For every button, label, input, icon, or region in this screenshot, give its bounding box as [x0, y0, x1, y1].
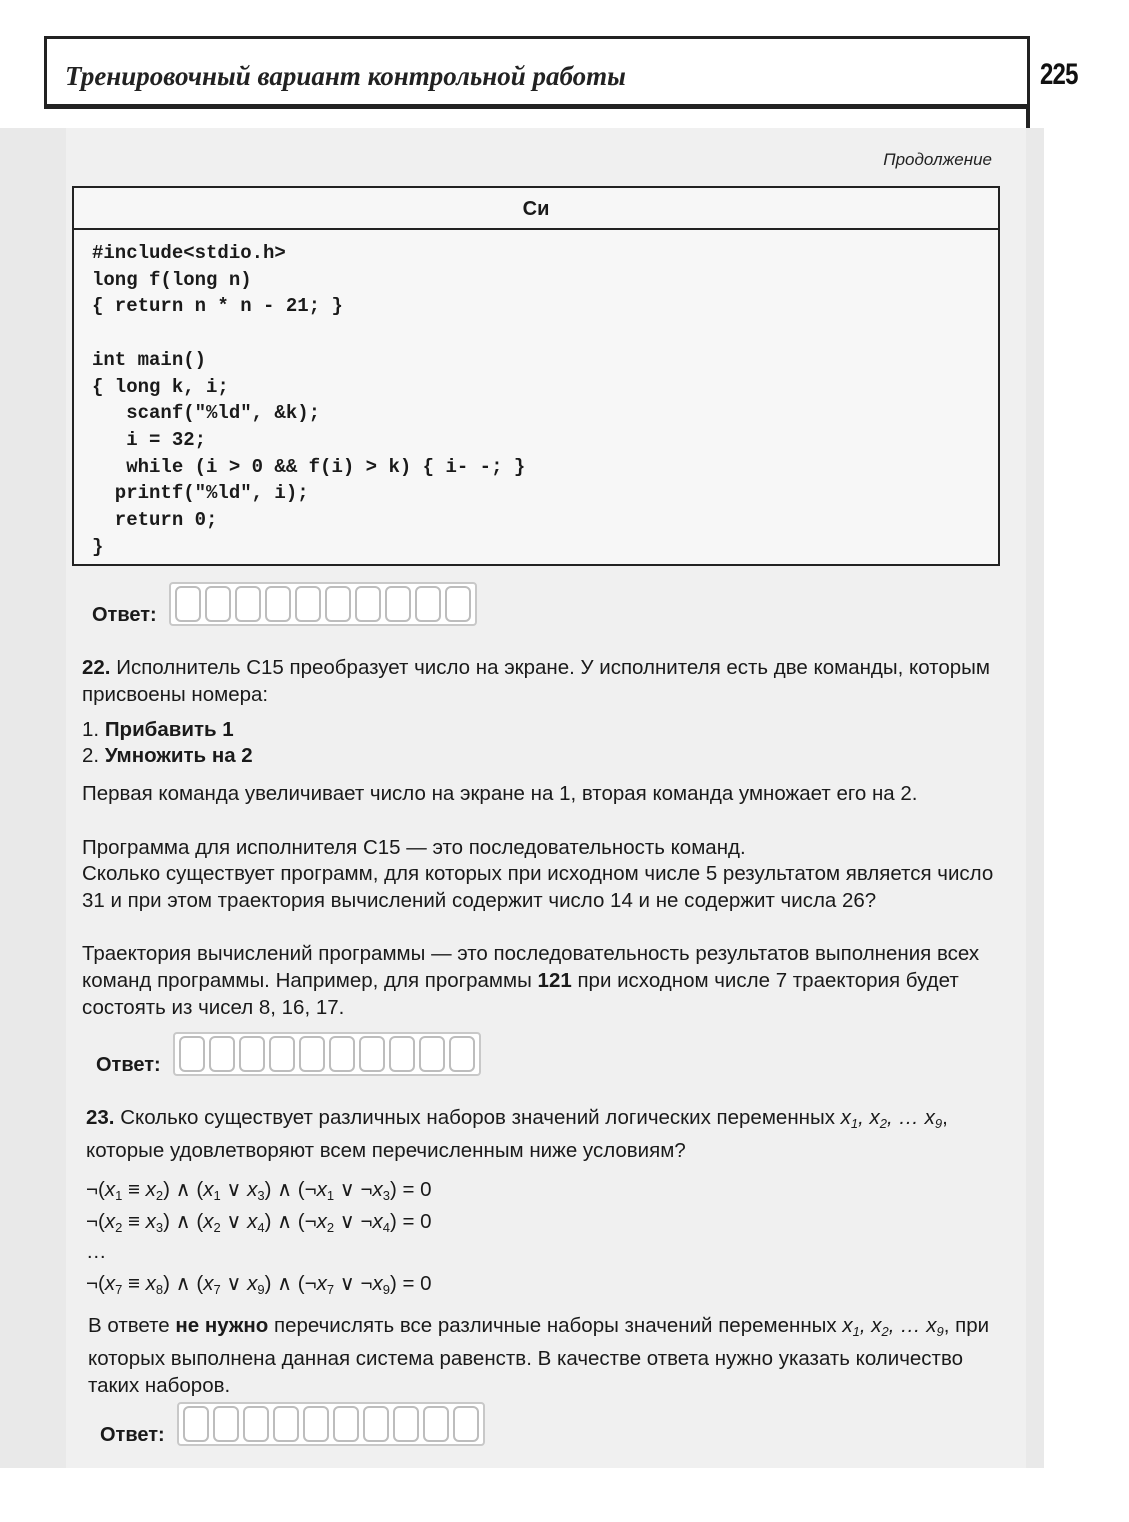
code-line: #include<stdio.h> — [92, 242, 286, 264]
answer-cell[interactable] — [333, 1406, 359, 1442]
answer-field-21[interactable] — [169, 582, 477, 626]
answer-label: Ответ: — [92, 604, 157, 626]
answer-cell[interactable] — [239, 1036, 265, 1072]
code-line — [92, 320, 998, 347]
answer-cell[interactable] — [235, 586, 261, 622]
task-22-paragraph-1: Первая команда увеличивает число на экране на 1, вторая команда умножает его на 2. — [82, 782, 918, 805]
answer-cell[interactable] — [179, 1036, 205, 1072]
command-number: 2. — [82, 744, 100, 767]
answer-cell[interactable] — [325, 586, 351, 622]
task-22-intro-text: Исполнитель С15 преобразует число на экране. У исполнителя есть две команды, которым присвоены номера: — [82, 656, 990, 706]
answer-cell[interactable] — [213, 1406, 239, 1442]
task-22-paragraph-4 — [82, 940, 1002, 1021]
task-23-note-text: В ответе — [88, 1314, 176, 1337]
answer-cell[interactable] — [445, 586, 471, 622]
code-line: while (i > 0 && f(i) > k) { i- -; } — [92, 455, 526, 478]
answer-cell[interactable] — [449, 1036, 475, 1072]
task-23-intro-text-end: , которые удовлетворяют всем перечисленным ниже условиям? — [86, 1106, 948, 1162]
answer-cell[interactable] — [363, 1406, 389, 1442]
page-title: Тренировочный вариант контрольной работы — [65, 61, 626, 91]
equation-2: $\neg(x_2 \equiv x_3)$ ∧ ($x_2$ ∨ $x_4$) ∧ ($\neg x_2$ ∨ $\neg x_4) = 0$ — [86, 1210, 432, 1235]
answer-cell[interactable] — [329, 1036, 355, 1072]
answer-cell[interactable] — [295, 586, 321, 622]
continuation-label: Продолжение — [883, 150, 992, 169]
task-22-number: 22. — [82, 656, 111, 679]
equation-1: $\neg(x_1 \equiv x_2)$ ∧ ($x_1$ ∨ $x_3$) ∧ ($\neg x_1$ ∨ $\neg x_3) = 0$ — [86, 1178, 432, 1203]
answer-cell[interactable] — [359, 1036, 385, 1072]
code-listing — [74, 230, 998, 560]
task-22-trajectory-text-end: при исходном числе 7 траектория будет состоять из чисел 8, 16, 17. — [82, 969, 959, 1019]
task-23-note-text-mid: перечислять все различные наборы значений переменных — [268, 1314, 843, 1337]
answer-row-21 — [92, 582, 477, 626]
task-23-emphasis: не нужно — [175, 1314, 269, 1337]
header-edge — [1026, 106, 1030, 128]
answer-cell[interactable] — [265, 586, 291, 622]
answer-cell[interactable] — [175, 586, 201, 622]
answer-row-23 — [100, 1402, 485, 1446]
code-line: { return n * n - 21; } — [92, 295, 343, 318]
code-line: int main() — [92, 348, 207, 371]
answer-cell[interactable] — [393, 1406, 419, 1442]
answer-cell[interactable] — [303, 1406, 329, 1442]
task-22-paragraph-3: Сколько существует программ, для которых при исходном числе 5 результатом является число 31 и при этом траектория вычислений содержит число 14 и не содержит числа 26? — [82, 862, 994, 912]
answer-cell[interactable] — [205, 586, 231, 622]
equation-ellipsis: … — [86, 1240, 107, 1263]
answer-cell[interactable] — [299, 1036, 325, 1072]
answer-cell[interactable] — [419, 1036, 445, 1072]
answer-cell[interactable] — [385, 586, 411, 622]
code-line: scanf("%ld", &k); — [92, 402, 321, 425]
code-table-heading: Си — [74, 188, 998, 230]
answer-cell[interactable] — [389, 1036, 415, 1072]
command-label: Умножить на 2 — [104, 744, 253, 767]
task-22-command-2 — [82, 742, 253, 769]
code-line: { long k, i; — [92, 375, 229, 398]
answer-field-23[interactable] — [177, 1402, 485, 1446]
header-box — [44, 36, 1030, 108]
task-22-trajectory-text: Траектория вычислений программы — это последовательность результатов выполнения всех команд программы. Например, для программы — [82, 942, 980, 992]
answer-label: Ответ: — [100, 1424, 165, 1446]
command-number: 1. — [82, 718, 100, 741]
task-23-intro-text: Сколько существует различных наборов значений логических переменных — [120, 1106, 841, 1129]
answer-row-22 — [96, 1032, 481, 1076]
task-22-example-program: 121 — [537, 969, 572, 992]
answer-cell[interactable] — [355, 586, 381, 622]
command-label: Прибавить 1 — [104, 718, 234, 741]
equation-3: $\neg(x_7 \equiv x_8)$ ∧ ($x_7$ ∨ $x_9$) ∧ ($\neg x_7$ ∨ $\neg x_9) = 0$ — [86, 1272, 432, 1297]
task-23-variables: $x_1$, $x_2$, … $x_9$ — [840, 1106, 943, 1131]
code-line: long f(long n) — [92, 268, 252, 291]
answer-cell[interactable] — [209, 1036, 235, 1072]
code-line: return 0; — [92, 509, 218, 532]
page-number: 225 — [1040, 58, 1078, 91]
header-rule — [44, 106, 1030, 109]
task-22-command-1 — [82, 716, 234, 743]
code-table — [72, 186, 1000, 566]
code-line: i = 32; — [92, 428, 207, 451]
answer-cell[interactable] — [269, 1036, 295, 1072]
answer-cell[interactable] — [415, 586, 441, 622]
task-23-paragraph — [88, 1312, 1008, 1399]
answer-label: Ответ: — [96, 1054, 161, 1076]
task-23-intro — [86, 1104, 1006, 1164]
answer-cell[interactable] — [423, 1406, 449, 1442]
code-line: printf("%ld", i); — [92, 482, 309, 505]
task-23-variables-2: $x_1$, $x_2$, … $x_9$ — [842, 1314, 944, 1339]
answer-cell[interactable] — [453, 1406, 479, 1442]
answer-cell[interactable] — [273, 1406, 299, 1442]
task-22-intro — [82, 654, 1002, 708]
task-23-number: 23. — [86, 1106, 115, 1129]
answer-cell[interactable] — [183, 1406, 209, 1442]
answer-field-22[interactable] — [173, 1032, 481, 1076]
code-line: } — [92, 535, 104, 558]
answer-cell[interactable] — [243, 1406, 269, 1442]
task-23-note-text-end: , при которых выполнена данная система равенств. В качестве ответа нужно указать количество таких наборов. — [88, 1314, 990, 1397]
task-22-paragraph-2: Программа для исполнителя С15 — это последовательность команд. — [82, 836, 746, 859]
